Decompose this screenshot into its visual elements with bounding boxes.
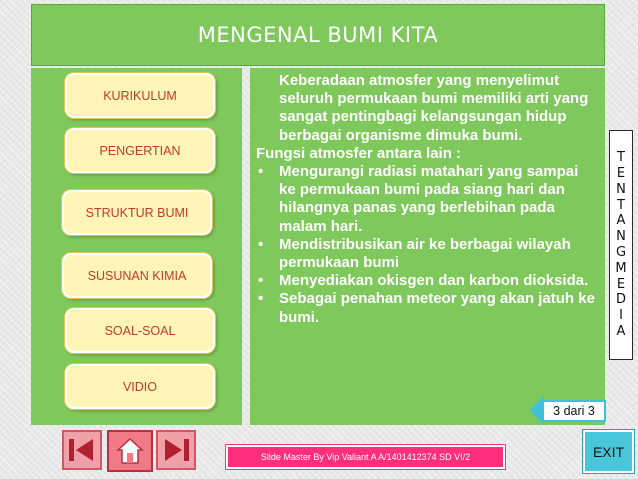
prev-arrow-icon [67, 435, 97, 465]
vertical-letter: A [616, 213, 626, 229]
sidebar-panel [31, 68, 242, 425]
page-counter [530, 395, 610, 426]
vertical-label-tentang-media[interactable] [609, 130, 633, 360]
sidebar-item-soal-soal[interactable]: SOAL-SOAL [65, 308, 215, 353]
sidebar-item-vidio[interactable]: VIDIO [65, 364, 215, 409]
next-button[interactable] [156, 430, 196, 470]
sidebar-item-susunan-kimia[interactable]: SUSUNAN KIMIA [62, 253, 212, 298]
footer-credit: Slide Master By Vip Valiant A A/1401412374 SD VI/2 [226, 445, 505, 469]
exit-button[interactable]: EXIT [583, 430, 634, 473]
home-icon [115, 436, 145, 466]
functions-heading: Fungsi atmosfer antara lain : [256, 144, 462, 162]
content-body [254, 72, 599, 327]
next-arrow-icon [161, 435, 191, 465]
prev-button[interactable] [62, 430, 102, 470]
list-item: • Menyediakan okisgen dan karbon dioksida. [254, 272, 599, 290]
vertical-letter: T [617, 197, 625, 213]
vertical-letter: M [615, 260, 627, 276]
vertical-letter: E [616, 276, 626, 292]
vertical-letter: G [615, 245, 627, 260]
intro-paragraph: Keberadaan atmosfer yang menyelimut seluruh permukaan bumi memiliki arti yang sangat pentingbagi kelangsungan hidup berbagai organisme dimuka bumi. [279, 72, 589, 144]
vertical-letter: N [616, 181, 626, 197]
list-item: • Mendistribusikan air ke berbagai wilayah permukaan bumi [254, 236, 599, 272]
vertical-letter: A [616, 323, 626, 339]
vertical-letter: T [617, 150, 625, 166]
vertical-letter: D [615, 292, 626, 308]
page-counter-label: 3 dari 3 [542, 400, 606, 422]
home-button[interactable] [107, 430, 153, 472]
sidebar-item-pengertian[interactable]: PENGERTIAN [65, 128, 215, 173]
list-item: • Sebagai penahan meteor yang akan jatuh ke bumi. [254, 290, 599, 326]
vertical-letter: I [619, 308, 623, 324]
sidebar-item-struktur-bumi[interactable]: STRUKTUR BUMI [62, 190, 212, 235]
title-bar [31, 4, 605, 66]
page-title: MENGENAL BUMI KITA [197, 23, 439, 47]
vertical-letter: N [616, 229, 626, 245]
sidebar-item-kurikulum[interactable]: KURIKULUM [65, 73, 215, 118]
list-item: • Mengurangi radiasi matahari yang sampai ke permukaan bumi pada siang hari dan hilangnya panas yang berlebihan pada malam hari. [254, 163, 599, 236]
vertical-letter: E [616, 166, 626, 182]
